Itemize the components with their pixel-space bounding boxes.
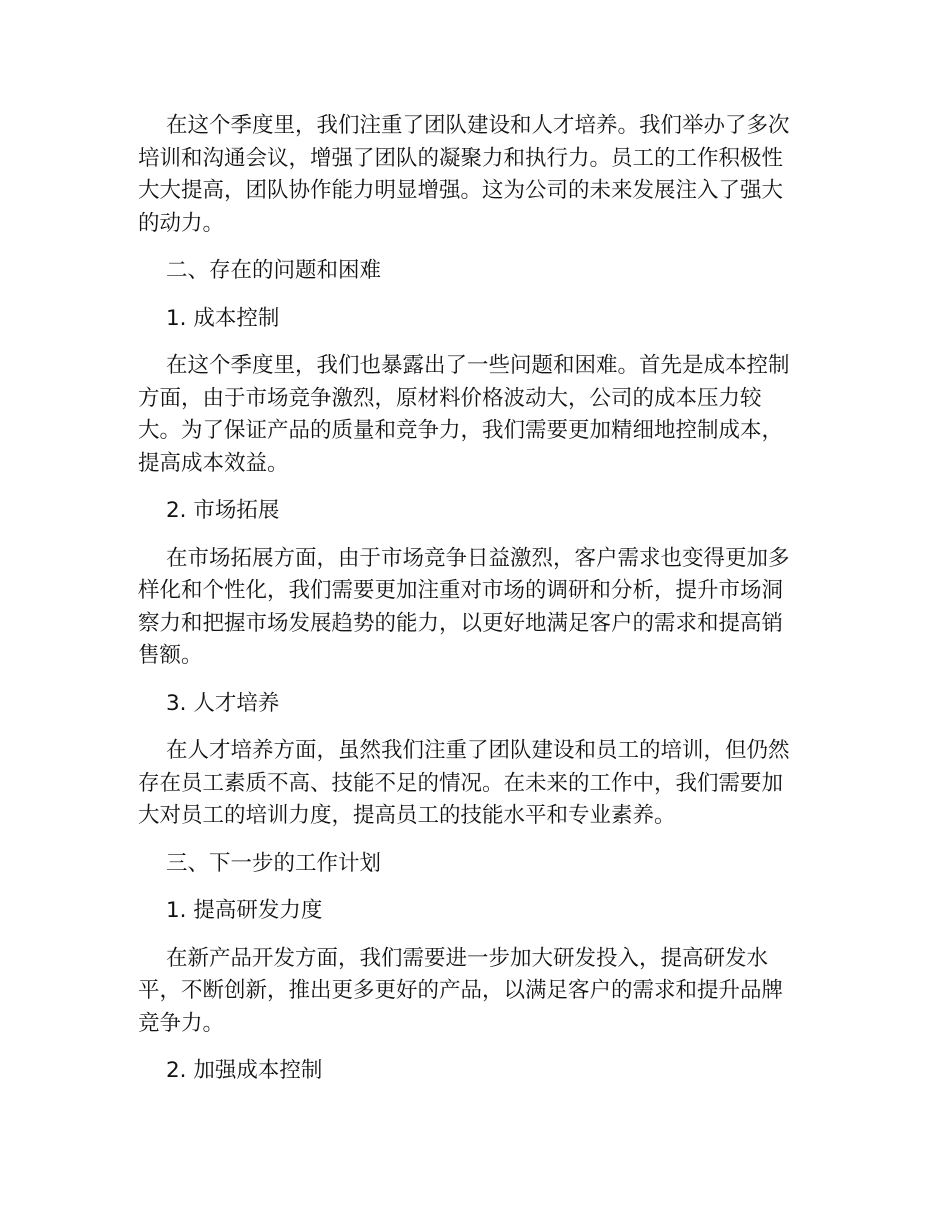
subsection-talent-training-heading: 3. 人才培养 <box>166 690 280 716</box>
subsection-cost-control-heading: 1. 成本控制 <box>166 305 280 331</box>
plan-rnd-heading: 1. 提高研发力度 <box>166 898 323 923</box>
plan-cost-control-heading: 2. 加强成本控制 <box>166 1058 323 1083</box>
plan-rnd-paragraph: 在新产品开发方面，我们需要进一步加大研发投入，提高研发水平，不断创新，推出更多更好的产品，以满足客户的需求和提升品牌竞争力。 <box>138 945 784 1036</box>
section-two-heading: 二、存在的问题和困难 <box>166 258 382 283</box>
subsection-market-expansion-heading: 2. 市场拓展 <box>166 498 280 523</box>
market-expansion-paragraph: 在市场拓展方面，由于市场竞争日益激烈，客户需求也变得更加多样化和个性化，我们需要更加注重对市场的调研和分析，提升市场洞察力和把握市场发展趋势的能力，以更好地满足客户的需求和提高销售额。 <box>138 545 790 668</box>
cost-control-paragraph: 在这个季度里，我们也暴露出了一些问题和困难。首先是成本控制方面，由于市场竞争激烈，原材料价格波动大，公司的成本压力较大。为了保证产品的质量和竞争力，我们需要更加精细地控制成本，提高成本效益。 <box>138 353 790 476</box>
document-page <box>138 110 802 1103</box>
section-three-heading: 三、下一步的工作计划 <box>166 850 382 876</box>
talent-training-paragraph: 在人才培养方面，虽然我们注重了团队建设和员工的培训，但仍然存在员工素质不高、技能不足的情况。在未来的工作中，我们需要加大对员工的培训力度，提高员工的技能水平和专业素养。 <box>138 738 790 828</box>
intro-team-building-paragraph: 在这个季度里，我们注重了团队建设和人才培养。我们举办了多次培训和沟通会议，增强了团队的凝聚力和执行力。员工的工作积极性大大提高，团队协作能力明显增强。这为公司的未来发展注入了强大的动力。 <box>138 113 790 236</box>
